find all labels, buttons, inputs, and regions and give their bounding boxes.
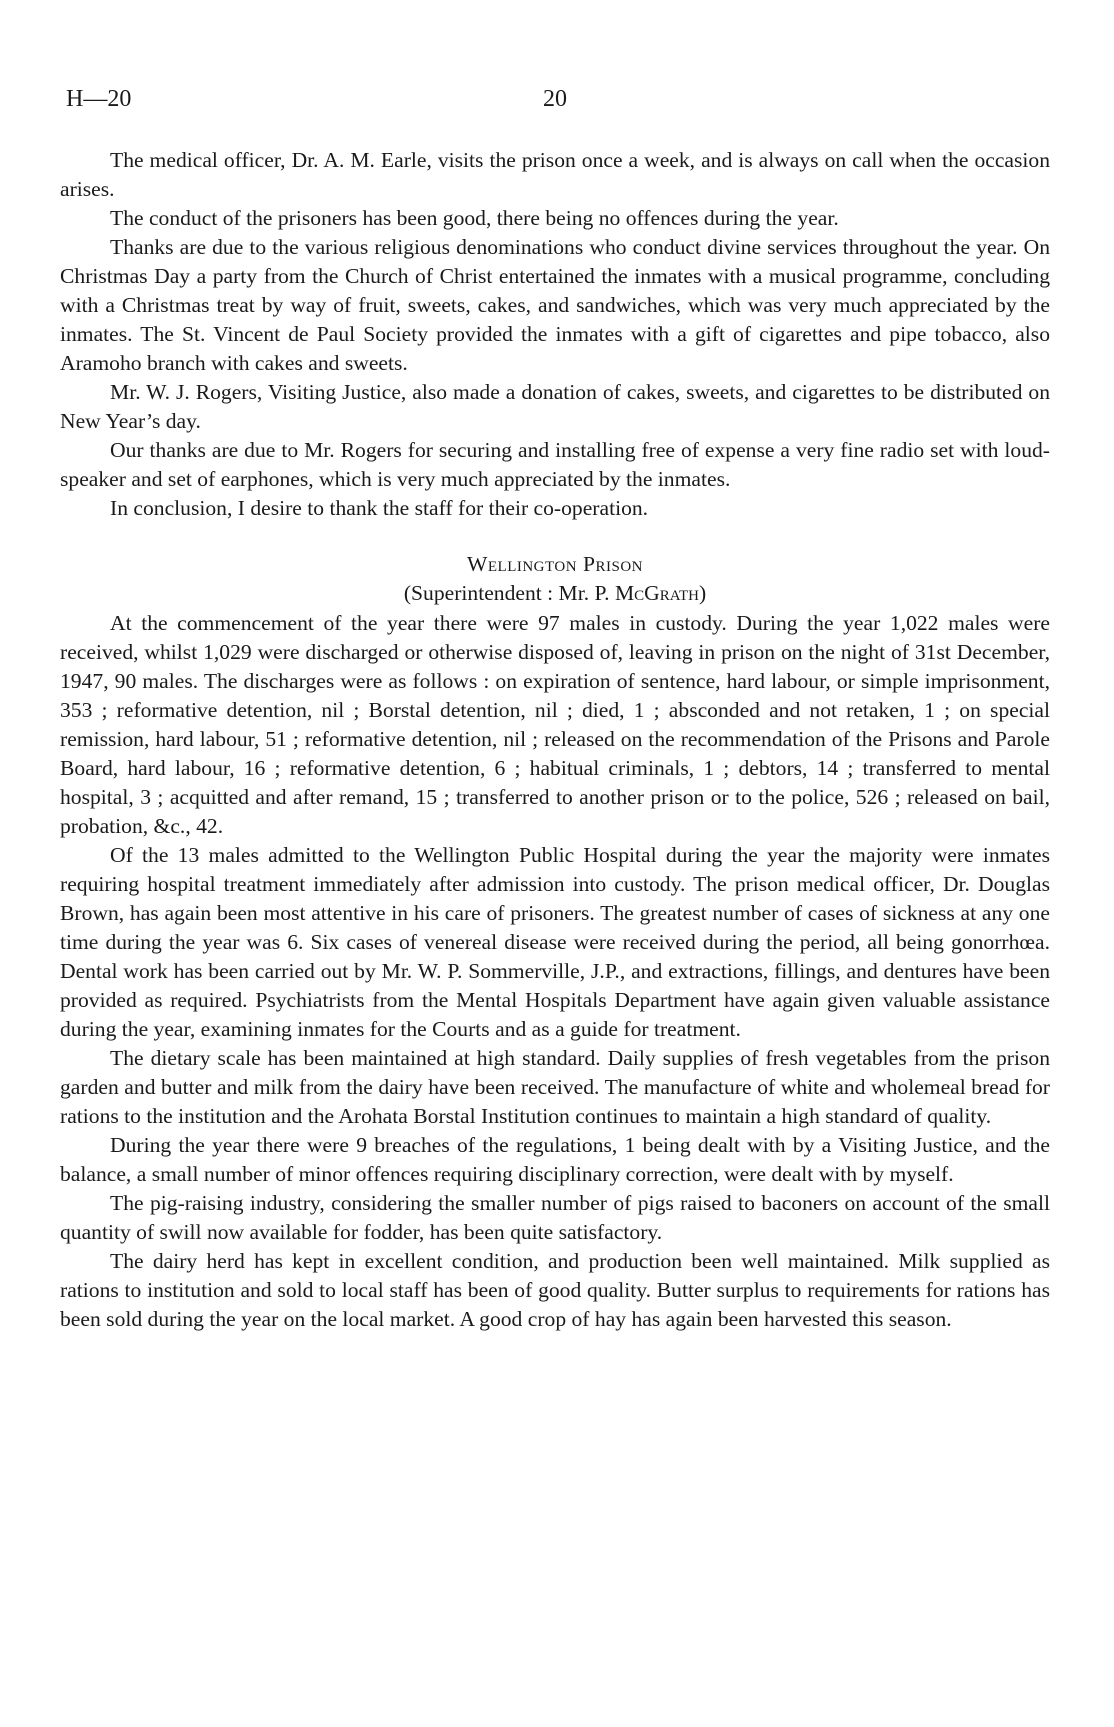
section-subtitle [60, 579, 1050, 608]
paragraph-medical-officer: The medical officer, Dr. A. M. Earle, visits the prison once a week, and is always on call when the occasion arises. [60, 148, 1050, 201]
paragraph-dietary: The dietary scale has been maintained at high standard. Daily supplies of fresh vegetables from the prison garden and butter and milk from the dairy have been received. The manufacture of white and wholemeal bread for rations to the institution and the Arohata Borstal Institution continues to maintain a high standard of quality. [60, 1046, 1050, 1128]
paragraph-rogers-donation: Mr. W. J. Rogers, Visiting Justice, also made a donation of cakes, sweets, and cigarettes to be distributed on New Year’s day. [60, 380, 1050, 433]
paragraph-breaches: During the year there were 9 breaches of the regulations, 1 being dealt with by a Visiting Justice, and the balance, a small number of minor offences requiring disciplinary correction, were dealt with by myself. [60, 1133, 1050, 1186]
paragraph-thanks-religious: Thanks are due to the various religious denominations who conduct divine services throughout the year. On Christmas Day a party from the Church of Christ entertained the inmates with a musical programme, concluding with a Christmas treat by way of fruit, sweets, cakes, and sandwiches, which was very much appreciated by the inmates. The St. Vincent de Paul Society provided the inmates with a gift of cigarettes and pipe tobacco, also Aramoho branch with cakes and sweets. [60, 235, 1050, 375]
paragraph-conduct: The conduct of the prisoners has been good, there being no offences during the year. [110, 206, 839, 230]
subtitle-suffix: ) [698, 581, 707, 605]
subtitle-prefix: (Superintendent : Mr. P. [403, 581, 615, 605]
section-title: Wellington Prison [466, 552, 643, 576]
paragraph-dairy-herd: The dairy herd has kept in excellent condition, and production been well maintained. Milk supplied as rations to institution and sold to local staff has been of good quality. Butter surplus to requirements for rations has been sold during the year on the local market. A good crop of hay has again been harvested this season. [60, 1249, 1050, 1331]
paragraph-custody-statistics: At the commencement of the year there were 97 males in custody. During the year 1,022 males were received, whilst 1,029 were discharged or otherwise disposed of, leaving in prison on the night of 31st December, 1947, 90 males. The discharges were as follows : on expiration of sentence, hard labour, or simple imprisonment, 353 ; reformative detention, nil ; Borstal detention, nil ; died, 1 ; absconded and not retaken, 1 ; on special remission, hard labour, 51 ; reformative detention, nil ; released on the recommendation of the Prisons and Parole Board, hard labour, 16 ; reformative detention, 6 ; habitual criminals, 1 ; debtors, 14 ; transferred to mental hospital, 3 ; acquitted and after remand, 15 ; transferred to another prison or to the police, 526 ; released on bail, probation, &c., 42. [60, 611, 1050, 838]
page-number: 20 [543, 86, 567, 112]
paragraph-pig-raising: The pig-raising industry, considering the smaller number of pigs raised to baconers on account of the small quantity of swill now available for fodder, has been quite satisfactory. [60, 1191, 1050, 1244]
paragraph-hospital: Of the 13 males admitted to the Wellington Public Hospital during the year the majority were inmates requiring hospital treatment immediately after admission into custody. The prison medical officer, Dr. Douglas Brown, has again been most attentive in his care of prisoners. The greatest number of cases of sickness at any one time during the year was 6. Six cases of venereal disease were received during the period, all being gonorrhœa. Dental work has been carried out by Mr. W. P. Sommerville, J.P., and extractions, fillings, and dentures have been provided as required. Psychiatrists from the Mental Hospitals Department have again given valuable assistance during the year, examining inmates for the Courts and as a guide for treatment. [60, 843, 1050, 1041]
body-text [60, 146, 1050, 1334]
document-reference: H—20 [66, 86, 132, 112]
paragraph-conclusion: In conclusion, I desire to thank the staff for their co-operation. [110, 496, 649, 520]
superintendent-name: McGrath [614, 581, 699, 605]
paragraph-radio-set: Our thanks are due to Mr. Rogers for securing and installing free of expense a very fine radio set with loud-speaker and set of earphones, which is very much appreciated by the inmates. [60, 438, 1050, 491]
running-header [66, 86, 1048, 120]
